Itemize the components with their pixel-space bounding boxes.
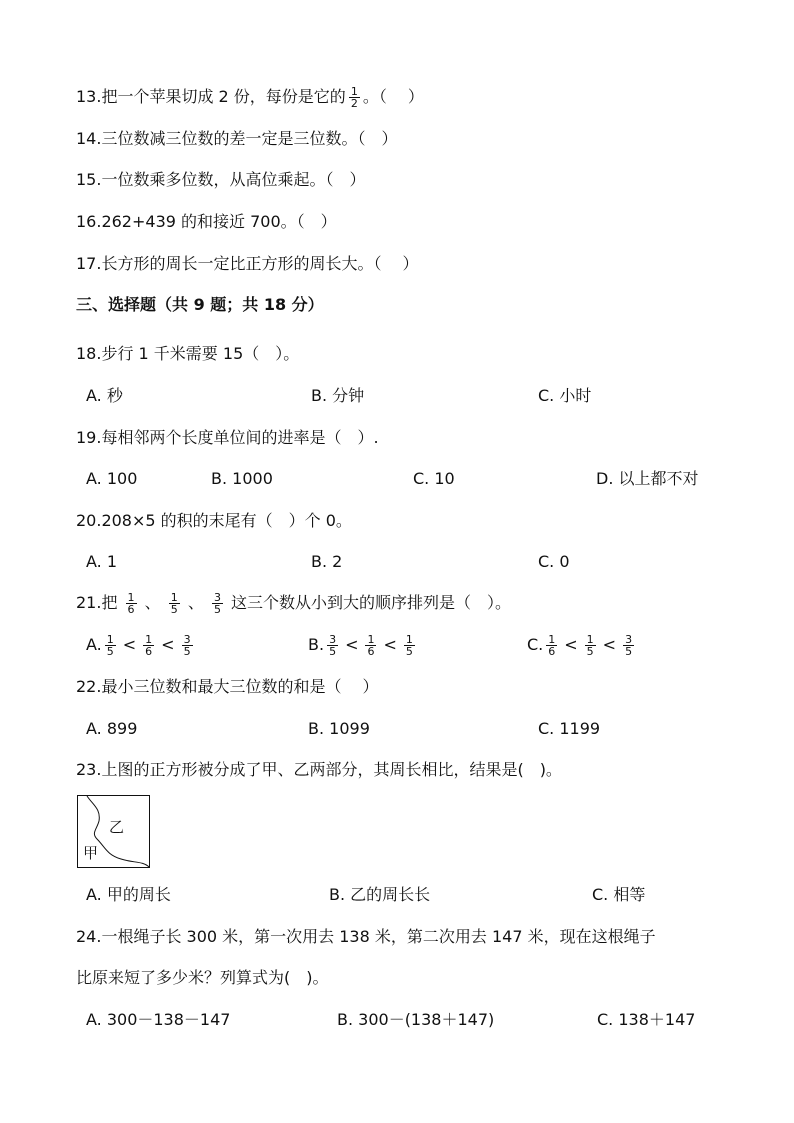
fraction-denominator: 5 <box>183 645 191 658</box>
question-20-option-b[interactable]: B. 2 <box>311 552 343 571</box>
question-21-stem <box>76 592 511 615</box>
less-than-sign: < <box>383 635 397 654</box>
fraction <box>585 634 596 657</box>
question-17: 17.长方形的周长一定比正方形的周长大。（ ） <box>76 254 419 273</box>
square-figure <box>77 795 150 868</box>
question-21-prefix: 21.把 <box>76 593 118 612</box>
question-22-option-a[interactable]: A. 899 <box>86 719 138 738</box>
fraction <box>105 634 116 657</box>
fraction-numerator: 3 <box>183 633 191 646</box>
fraction <box>546 634 557 657</box>
fraction-numerator: 1 <box>170 591 178 604</box>
option-letter: A. <box>86 635 102 654</box>
question-18-stem: 18.步行 1 千米需要 15（ ）。 <box>76 344 300 363</box>
question-18-option-a[interactable]: A. 秒 <box>86 386 123 405</box>
option-letter: B. <box>308 635 325 654</box>
question-15: 15.一位数乘多位数，从高位乘起。（ ） <box>76 170 366 189</box>
fraction <box>327 634 338 657</box>
question-23-option-b[interactable]: B. 乙的周长长 <box>329 885 431 904</box>
less-than-sign: < <box>161 635 175 654</box>
fraction-numerator: 1 <box>367 633 375 646</box>
fraction-denominator: 5 <box>405 645 413 658</box>
fraction-denominator: 5 <box>213 603 221 616</box>
fraction-numerator: 3 <box>625 633 633 646</box>
fraction-numerator: 1 <box>548 633 556 646</box>
question-14: 14.三位数减三位数的差一定是三位数。（ ） <box>76 129 398 148</box>
less-than-sign: < <box>122 635 137 654</box>
question-24-stem-line-2: 比原来短了多少米？列算式为( )。 <box>76 968 329 987</box>
question-19-option-c[interactable]: C. 10 <box>413 469 455 488</box>
question-22-stem: 22.最小三位数和最大三位数的和是（ ） <box>76 677 379 696</box>
fraction <box>169 592 180 615</box>
question-18-option-c[interactable]: C. 小时 <box>538 386 592 405</box>
question-19-stem: 19.每相邻两个长度单位间的进率是（ ）. <box>76 428 379 447</box>
fraction-denominator: 6 <box>367 645 375 658</box>
less-than-sign: < <box>564 635 578 654</box>
question-24-option-c[interactable]: C. 138＋147 <box>597 1010 696 1029</box>
fraction <box>365 634 376 657</box>
less-than-sign: < <box>345 635 359 654</box>
question-16: 16.262+439 的和接近 700。（ ） <box>76 212 337 231</box>
fraction-denominator: 6 <box>127 603 135 616</box>
question-24-stem-line-1: 24.一根绳子长 300 米，第一次用去 138 米，第二次用去 147 米，现在这根绳子 <box>76 927 656 946</box>
less-than-sign: < <box>602 635 617 654</box>
section-heading: 三、选择题（共 9 题；共 18 分） <box>76 295 324 314</box>
question-23-option-c[interactable]: C. 相等 <box>592 885 646 904</box>
fraction-denominator: 2 <box>350 97 358 110</box>
question-21-option-a[interactable] <box>86 634 196 657</box>
fraction-denominator: 5 <box>170 603 178 616</box>
fraction-numerator: 1 <box>350 85 358 98</box>
question-20-option-a[interactable]: A. 1 <box>86 552 118 571</box>
fraction-numerator: 1 <box>586 633 594 646</box>
fraction-denominator: 5 <box>106 645 114 658</box>
fraction <box>212 592 223 615</box>
fraction <box>349 86 360 109</box>
question-21-option-b[interactable] <box>308 634 418 657</box>
fraction-denominator: 5 <box>625 645 633 658</box>
question-22-option-c[interactable]: C. 1199 <box>538 719 601 738</box>
fraction-denominator: 5 <box>329 645 337 658</box>
fraction <box>623 634 634 657</box>
question-23-option-a[interactable]: A. 甲的周长 <box>86 885 171 904</box>
question-22-option-b[interactable]: B. 1099 <box>308 719 370 738</box>
question-24-option-a[interactable]: A. 300－138－147 <box>86 1010 231 1029</box>
fraction-numerator: 1 <box>145 633 153 646</box>
fraction-denominator: 5 <box>586 645 594 658</box>
question-19-option-b[interactable]: B. 1000 <box>211 469 273 488</box>
question-13-text-before: 13.把一个苹果切成 2 份，每份是它的 <box>76 87 346 106</box>
label-yi: 乙 <box>109 818 125 836</box>
fraction <box>182 634 193 657</box>
fraction <box>126 592 137 615</box>
option-letter: C. <box>527 635 544 654</box>
fraction <box>404 634 415 657</box>
fraction-numerator: 1 <box>127 591 135 604</box>
question-13-text-after: 。（ ） <box>362 87 424 106</box>
question-18-option-b[interactable]: B. 分钟 <box>311 386 365 405</box>
fraction-numerator: 3 <box>329 633 337 646</box>
question-20-option-c[interactable]: C. 0 <box>538 552 570 571</box>
fraction-denominator: 6 <box>548 645 556 658</box>
fraction-numerator: 1 <box>405 633 413 646</box>
question-20-stem: 20.208×5 的积的末尾有（ ）个 0。 <box>76 511 352 530</box>
label-jia: 甲 <box>83 844 99 862</box>
fraction-denominator: 6 <box>145 645 153 658</box>
question-19-option-a[interactable]: A. 100 <box>86 469 138 488</box>
question-13 <box>76 86 424 109</box>
fraction-numerator: 3 <box>213 591 221 604</box>
separator: 、 <box>187 593 204 612</box>
question-24-option-b[interactable]: B. 300－(138＋147) <box>337 1010 495 1029</box>
question-23-stem: 23.上图的正方形被分成了甲、乙两部分，其周长相比，结果是( )。 <box>76 760 562 779</box>
question-21-suffix: 这三个数从小到大的顺序排列是（ ）。 <box>231 593 512 612</box>
question-19-option-d[interactable]: D. 以上都不对 <box>596 469 699 488</box>
separator: 、 <box>144 593 161 612</box>
question-21-option-c[interactable] <box>527 634 637 657</box>
fraction <box>143 634 154 657</box>
fraction-numerator: 1 <box>106 633 114 646</box>
